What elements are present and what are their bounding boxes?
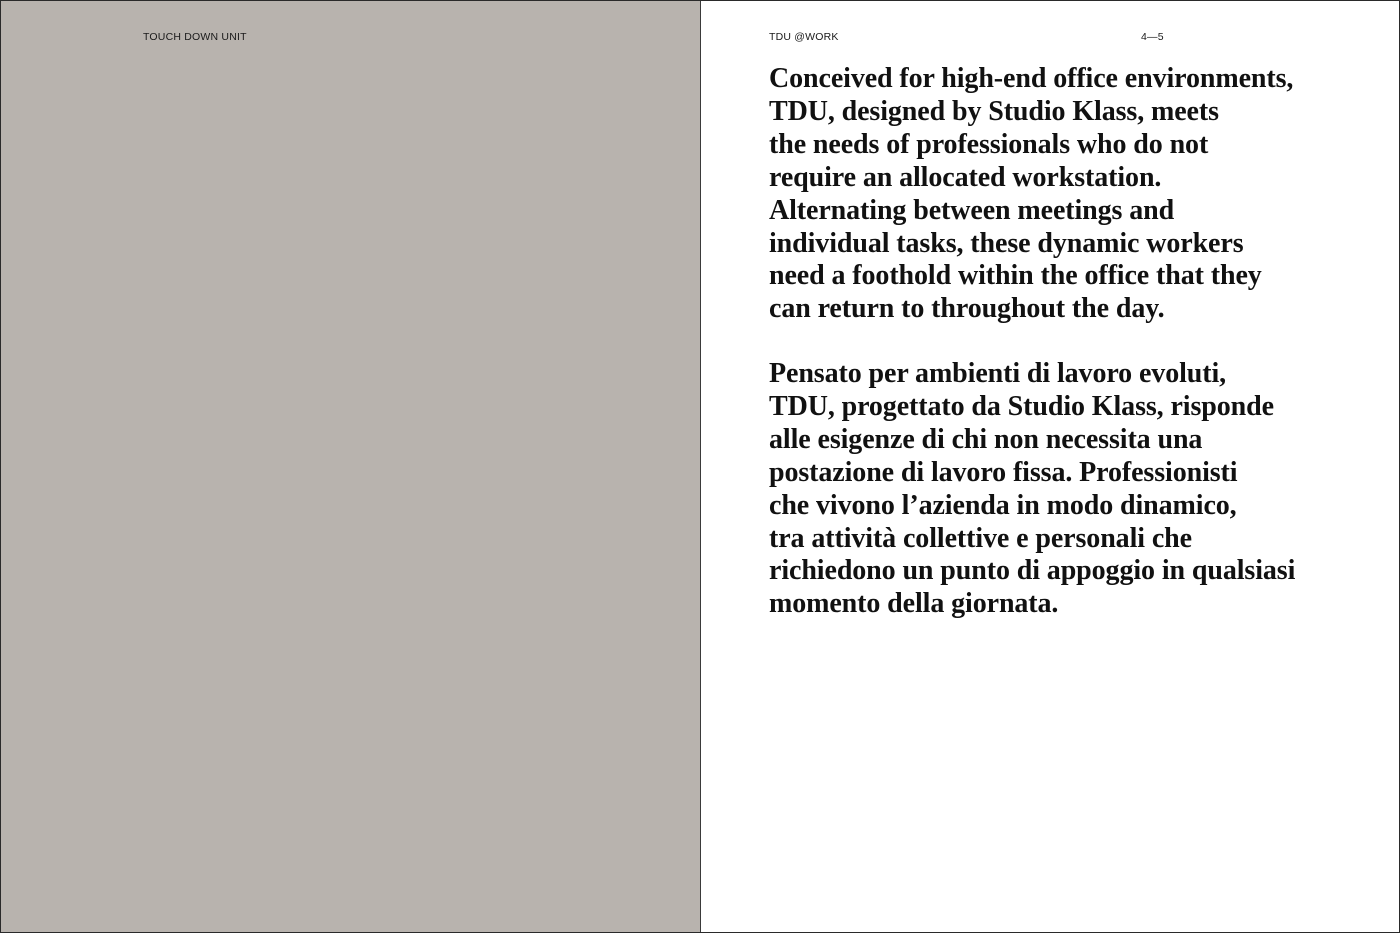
text-line: alle esigenze di chi non necessita una [769,423,1203,455]
italian-paragraph [769,358,1379,621]
text-line: individual tasks, these dynamic workers [769,227,1244,259]
page-numbers: 4—5 [1141,31,1164,43]
text-line: TDU, designed by Studio Klass, meets [769,95,1219,127]
right-page [701,1,1399,932]
text-line: Conceived for high-end office environments, [769,63,1294,94]
text-line: tra attività collettive e personali che [769,522,1192,554]
text-line: need a foothold within the office that they [769,260,1262,292]
text-line: the needs of professionals who do not [769,128,1209,160]
right-running-head: TDU @WORK [769,31,839,43]
text-line: richiedono un punto di appoggio in qualsiasi [769,555,1296,587]
text-line: Alternating between meetings and [769,194,1175,226]
text-line: che vivono l’azienda in modo dinamico, [769,489,1237,521]
text-line: can return to throughout the day. [769,293,1165,325]
english-paragraph [769,63,1379,326]
text-line: Pensato per ambienti di lavoro evoluti, [769,358,1227,389]
left-page-grey-panel [1,1,700,932]
text-line: postazione di lavoro fissa. Professionisti [769,456,1238,488]
text-line: momento della giornata. [769,588,1059,620]
text-line: TDU, progettato da Studio Klass, risponde [769,390,1274,422]
text-line: require an allocated workstation. [769,161,1162,193]
left-running-head: TOUCH DOWN UNIT [143,31,247,43]
